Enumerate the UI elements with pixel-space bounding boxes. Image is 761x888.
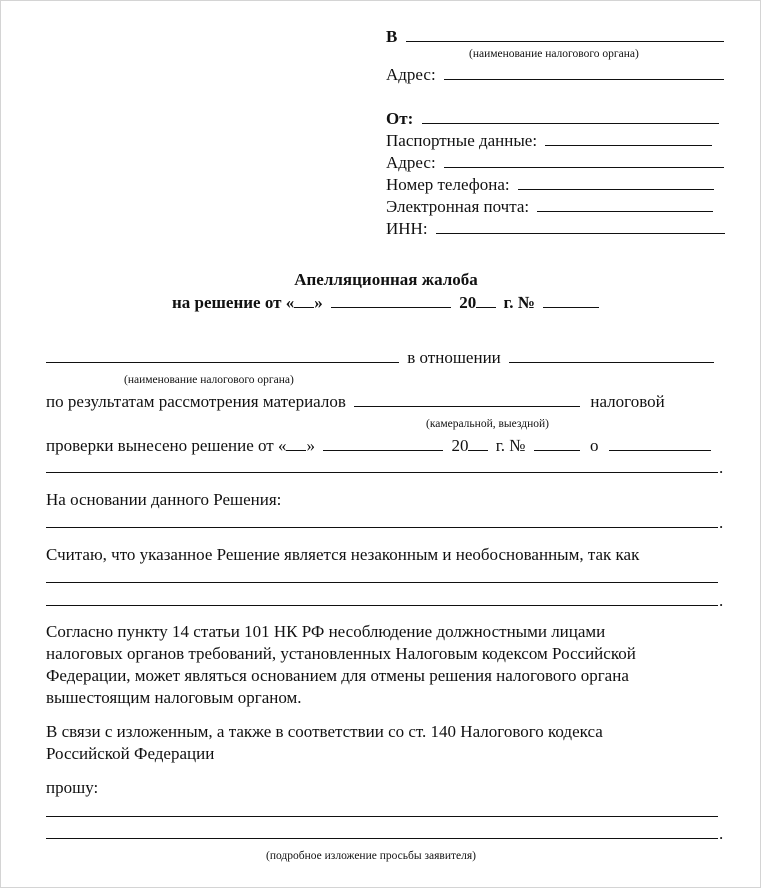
email-label: Электронная почта: (386, 197, 530, 216)
from-address-field[interactable] (444, 151, 724, 168)
in-relation-label: в отношении (407, 348, 501, 367)
consider-label: Считаю, что указанное Решение является незаконным и необоснованным, так как (46, 545, 640, 564)
period: . (719, 458, 724, 477)
tax-org-field[interactable] (46, 346, 399, 363)
request-line-2 (46, 822, 723, 844)
tax-org-hint: (наименование налогового органа) (124, 374, 294, 386)
article-line: Согласно пункту 14 статьи 101 НК РФ несоблюдение должностными лицами (46, 622, 606, 641)
subtitle-month-field[interactable] (331, 291, 451, 308)
based-on-field[interactable] (46, 511, 718, 528)
connection-paragraph (46, 721, 746, 765)
decision-day-field[interactable] (286, 434, 306, 451)
connection-line: Российской Федерации (46, 744, 215, 763)
article-paragraph (46, 621, 746, 709)
period: . (719, 824, 724, 843)
materials-line (46, 390, 665, 412)
subtitle-number-label: г. № (503, 293, 535, 312)
to-field[interactable] (406, 25, 724, 42)
inn-field[interactable] (436, 217, 725, 234)
from-line (386, 107, 719, 129)
to-address-field[interactable] (444, 63, 724, 80)
to-address-line (386, 63, 724, 85)
period: . (719, 513, 724, 532)
email-line (386, 195, 713, 217)
phone-line (386, 173, 714, 195)
consider-field-1[interactable] (46, 566, 718, 583)
based-on-line (46, 511, 723, 533)
check-type-hint: (камеральной, выездной) (426, 418, 549, 430)
request-hint: (подробное изложение просьбы заявителя) (266, 850, 476, 862)
subtitle-number-field[interactable] (543, 291, 599, 308)
request-label: прошу: (46, 778, 99, 797)
article-line: налоговых органов требований, установленных Налоговым кодексом Российской (46, 644, 636, 663)
decision-month-field[interactable] (323, 434, 443, 451)
inn-label: ИНН: (386, 219, 428, 238)
request-line-1 (46, 800, 718, 822)
phone-label: Номер телефона: (386, 175, 510, 194)
connection-line: В связи с изложенным, а также в соответствии со ст. 140 Налогового кодекса (46, 722, 603, 741)
decision-prefix: проверки вынесено решение от « (46, 436, 287, 455)
consider-field-2[interactable] (46, 589, 718, 606)
phone-field[interactable] (518, 173, 714, 190)
document-title: Апелляционная жалоба (294, 270, 478, 289)
decision-continued-field[interactable] (46, 456, 718, 473)
consider-line-1 (46, 566, 718, 588)
decision-about-label: о (590, 436, 599, 455)
subtitle-prefix: на решение от « (172, 293, 295, 312)
request-field-1[interactable] (46, 800, 718, 817)
subtitle-year: 20 (459, 293, 477, 312)
decision-continued-line (46, 456, 723, 478)
from-field[interactable] (422, 107, 719, 124)
decision-quote-close: » (306, 436, 315, 455)
email-field[interactable] (537, 195, 713, 212)
by-results-label: по результатам рассмотрения материалов (46, 392, 346, 411)
from-label: От: (386, 109, 414, 128)
based-on-label: На основании данного Решения: (46, 490, 282, 509)
passport-field[interactable] (545, 129, 712, 146)
subtitle-year-field[interactable] (476, 291, 496, 308)
article-line: Федерации, может являться основанием для отмены решения налогового органа (46, 666, 629, 685)
to-hint: (наименование налогового органа) (469, 48, 639, 60)
from-address-label: Адрес: (386, 153, 436, 172)
to-label: В (386, 27, 398, 46)
passport-label: Паспортные данные: (386, 131, 538, 150)
in-relation-field[interactable] (509, 346, 714, 363)
article-line: вышестоящим налоговым органом. (46, 688, 302, 707)
from-address-line (386, 151, 724, 173)
subtitle-quote-close: » (314, 293, 323, 312)
period: . (719, 591, 724, 610)
decision-year: 20 (451, 436, 469, 455)
decision-year-field[interactable] (468, 434, 488, 451)
check-type-field[interactable] (354, 390, 580, 407)
to-line (386, 25, 724, 47)
passport-line (386, 129, 712, 151)
decision-line (46, 434, 711, 456)
tax-word: налоговой (590, 392, 665, 411)
subtitle-day-field[interactable] (294, 291, 314, 308)
to-address-label: Адрес: (386, 65, 436, 84)
decision-about-field[interactable] (609, 434, 711, 451)
decision-number-label: г. № (495, 436, 526, 455)
consider-line-2 (46, 589, 723, 611)
decision-number-field[interactable] (534, 434, 580, 451)
tax-org-line (46, 346, 714, 368)
document-subtitle (172, 291, 599, 313)
inn-line (386, 217, 725, 239)
request-field-2[interactable] (46, 822, 718, 839)
